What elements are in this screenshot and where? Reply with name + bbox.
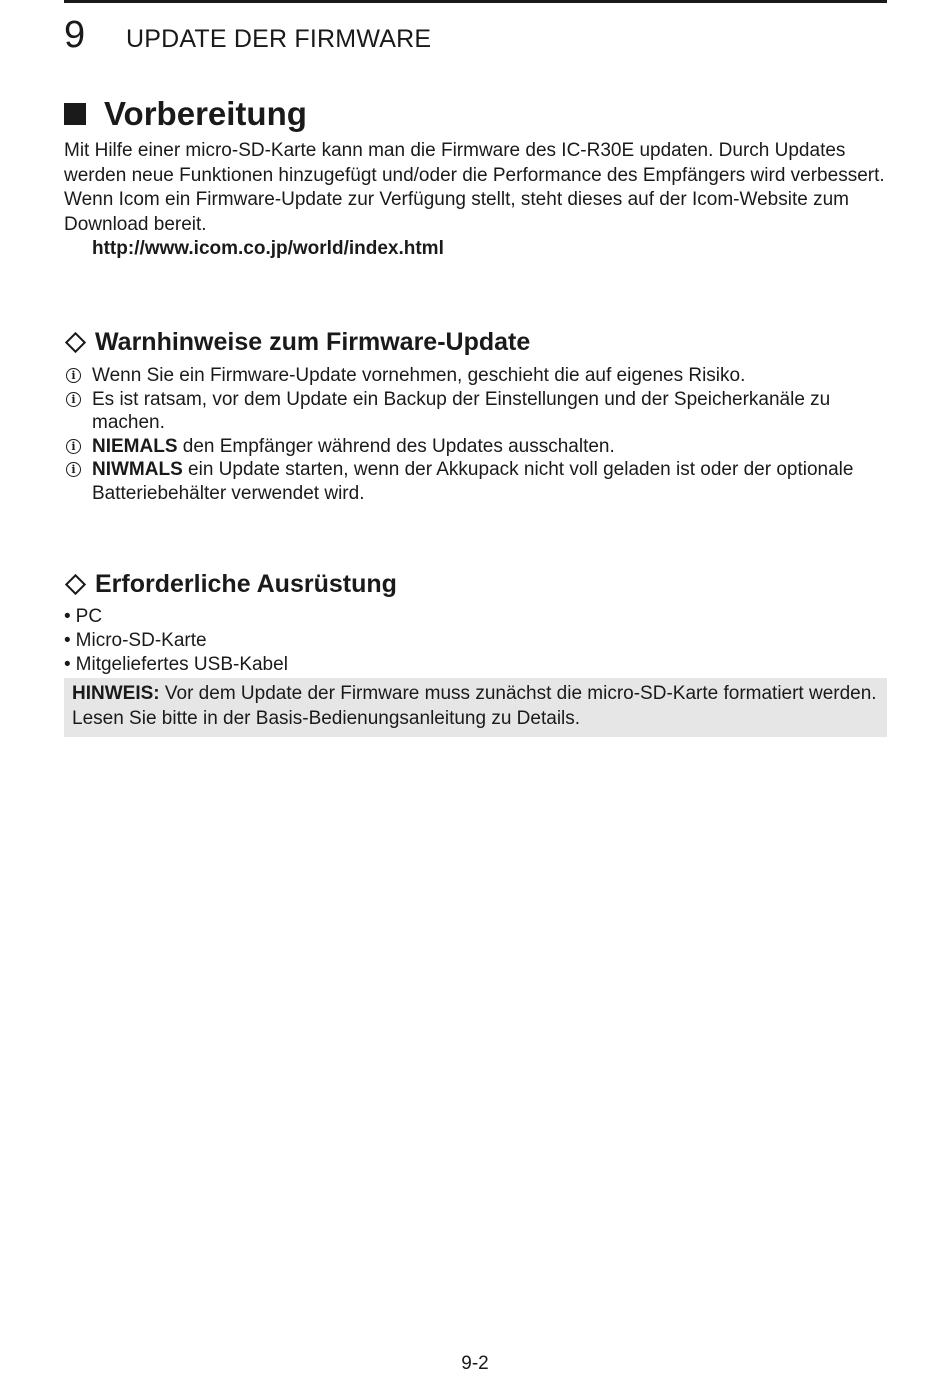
warning-text: Es ist ratsam, vor dem Update ein Backup der Einstellungen und der Speicherkanäle zu machen. <box>92 388 831 433</box>
list-item: • Mitgeliefertes USB-Kabel <box>64 653 288 677</box>
info-icon: i <box>66 392 81 407</box>
warning-item <box>64 388 887 435</box>
info-icon: i <box>66 439 81 454</box>
chapter-header <box>64 14 431 60</box>
note-text: Vor dem Update der Firmware muss zunächst die micro-SD-Karte formatiert werden. Lesen Sie bitte in der Basis-Bedienungsanleitung zu Details. <box>72 683 877 729</box>
warning-bold: NIWMALS <box>92 459 183 480</box>
black-square-icon <box>64 103 86 125</box>
warning-item <box>64 435 887 459</box>
note-box <box>64 678 887 737</box>
warnings-heading <box>64 326 530 358</box>
warning-text: Wenn Sie ein Firmware-Update vornehmen, geschieht die auf eigenes Risiko. <box>92 365 746 386</box>
warnings-title: Warnhinweise zum Firmware-Update <box>95 328 531 356</box>
section-title: Vorbereitung <box>104 95 307 132</box>
warning-text: den Empfänger während des Updates ausschalten. <box>177 435 615 457</box>
equipment-heading <box>64 568 397 600</box>
list-item: • Micro-SD-Karte <box>64 629 288 653</box>
warning-list <box>64 364 887 505</box>
warning-bold: NIEMALS <box>92 435 178 457</box>
diamond-icon <box>65 331 86 352</box>
diamond-icon <box>65 573 86 594</box>
warning-item <box>64 364 887 388</box>
equipment-list <box>64 605 288 677</box>
section-heading <box>64 92 307 136</box>
info-icon: i <box>66 368 81 383</box>
chapter-number: 9 <box>64 14 86 56</box>
page-number: 9-2 <box>461 1353 489 1374</box>
website-link[interactable]: http://www.icom.co.jp/world/index.html <box>92 238 444 259</box>
warning-text: ein Update starten, wenn der Akkupack nicht voll geladen ist oder der optionale Batteriebehälter verwendet wird. <box>92 459 854 504</box>
chapter-title: UPDATE DER FIRMWARE <box>126 25 432 53</box>
info-icon: i <box>66 462 81 477</box>
equipment-title: Erforderliche Ausrüstung <box>95 570 397 598</box>
note-label: HINWEIS: <box>72 683 160 704</box>
top-rule <box>64 0 887 3</box>
warning-item <box>64 458 887 505</box>
list-item: • PC <box>64 605 288 629</box>
intro-paragraph: Mit Hilfe einer micro-SD-Karte kann man die Firmware des IC-R30E updaten. Durch Updates werden neue Funktionen hinzugefügt und/oder die Performance des Empfängers wird verbessert. Wenn Icom ein Firmware-Update zur Verfügung stellt, steht dieses auf der Icom-Website zum Download bereit. <box>64 140 885 235</box>
